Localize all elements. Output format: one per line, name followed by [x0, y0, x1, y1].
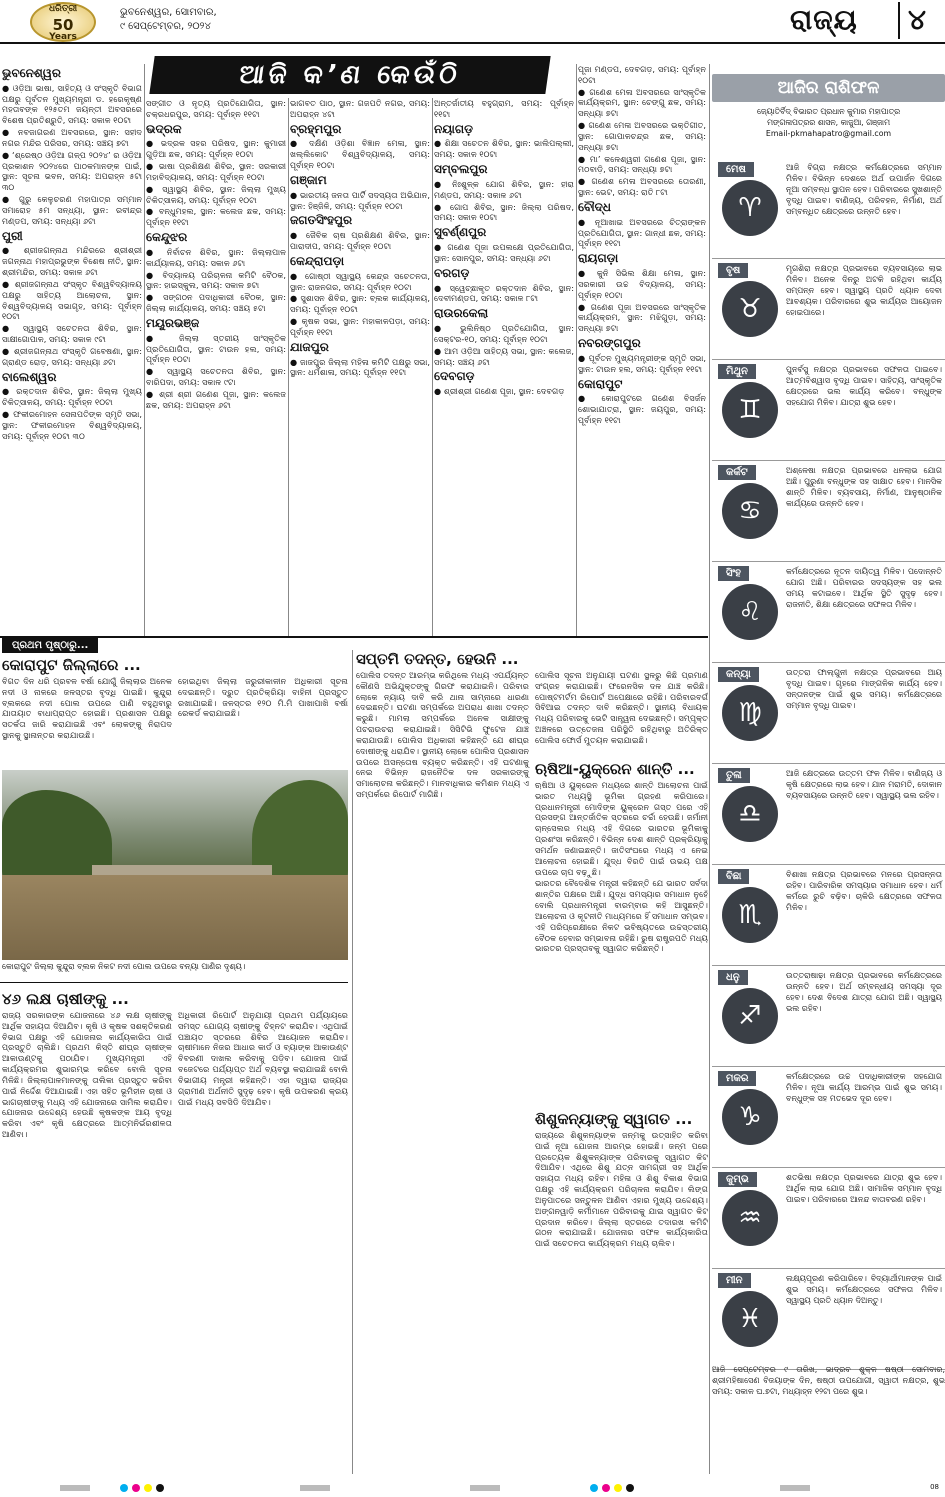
horoscope-sign: [712, 364, 945, 457]
event-item: ● ନବଜାଗରଣ ଅବସରରେ, ସ୍ଥାନ: ସହୀଦ ନଗର ମନ୍ଦିର ପରିସର, ସମୟ: ସଞ୍ଚୟ ୭ଟା: [2, 127, 142, 148]
horoscope-sign: [712, 1071, 945, 1164]
event-item: ● ଶ୍ରୀ ଶ୍ରୀ ଗଣେଶ ପୂଜା, ସ୍ଥାନ: କଲେଜ ଛକ, ସମୟ: ଅପରାହ୍ନ ୬ଟା: [146, 388, 286, 410]
registration-bar: [60, 1485, 90, 1491]
print-footer: [0, 1478, 945, 1497]
sign-divider: [712, 561, 945, 562]
horoscope-sign: [712, 869, 945, 962]
zodiac-icon: ♏: [722, 887, 778, 943]
registration-dot: [602, 1484, 610, 1492]
horoscope-sign: [712, 970, 945, 1063]
sign-name: କର୍କଟ: [718, 465, 756, 480]
sign-name: କନ୍ୟା: [718, 667, 759, 682]
district-heading: ଯାଜପୁର: [290, 339, 329, 354]
sign-prediction: ଶତଭିଷା ନକ୍ଷତ୍ର ପ୍ରଭାବରେ ଯାତ୍ରା ଶୁଭ ହେବ। ଆର୍ଥିକ ଲାଭ ଯୋଗ ଅଛି। ସାମାଜିକ ସମ୍ମାନ ବୃଦ୍ଧି ପାଇବ। ପରିବାରରେ ଆନନ୍ଦ ବାତାବରଣ ରହିବ।: [786, 1173, 942, 1204]
event-item: ● ଫକୀରମୋହନ ସେନାପତିଙ୍କ ସ୍ମୃତି ସଭା, ସ୍ଥାନ: ଫକୀରମୋହନ ବିଶ୍ୱବିଦ୍ୟାଳୟ, ସମୟ: ପୂର୍ବାହ୍ନ ୧୦ଟା ୩୦: [2, 409, 142, 441]
event-item: ● ଶିକ୍ଷା ସଚେତନ ଶିବିର, ସ୍ଥାନ: ଭାଲିପଲ୍ଲୀ, ସମୟ: ସକାଳ ୧୦ଟା: [434, 138, 574, 160]
event-item: ● ବନ୍ଧୁମହଲ, ସ୍ଥାନ: କଲେଜ ଛକ, ସମୟ: ପୂର୍ବାହ୍ନ ୧୧ଟା: [146, 206, 286, 228]
zodiac-icon: ♍: [722, 685, 778, 741]
events-column-4: [434, 98, 574, 636]
horoscope-sign: [712, 263, 945, 356]
sign-divider: [712, 662, 945, 663]
sign-prediction: ଲକ୍ଷ୍ୟପୂରଣ କରିପାରିବେ। ବିଦ୍ୟାର୍ଥୀମାନଙ୍କ ପାଇଁ ଶୁଭ ସମୟ। କର୍ମକ୍ଷେତ୍ରରେ ସଫଳତା ମିଳିବ। ସ୍ୱାସ୍ଥ୍ୟ ପ୍ରତି ଧ୍ୟାନ ଦିଅନ୍ତୁ।: [786, 1274, 942, 1305]
district-heading: ବୌଦ୍ଧ: [578, 199, 611, 214]
horoscope-sign: [712, 768, 945, 861]
district-heading: କେନ୍ଦୁଝର: [146, 230, 188, 245]
event-item: ● ସ୍ୱାସ୍ଥ୍ୟ ଶିବିର, ସ୍ଥାନ: ଜିଲ୍ଲା ମୁଖ୍ୟ ଚିକିତ୍ସାଳୟ, ସମୟ: ପୂର୍ବାହ୍ନ ୧୦ଟା: [146, 183, 286, 205]
story-headline: ଶିଶୁକନ୍ୟାଙ୍କୁ ସ୍ୱାଗତ ...: [535, 1110, 693, 1128]
registration-dot: [626, 1484, 634, 1492]
zodiac-icon: ♐: [722, 988, 778, 1044]
district-heading: ନୟାଗଡ଼: [434, 121, 474, 136]
sign-name: ମେଷ: [718, 162, 754, 177]
zodiac-icon: ♉: [722, 281, 778, 337]
events-column-3: [290, 98, 430, 636]
district-heading: ଭୁବନେଶ୍ୱର: [2, 66, 61, 80]
zodiac-icon: ♊: [722, 382, 778, 438]
event-item: ● ଶ୍ରୀଜଗନ୍ନାଥ ସଂସ୍କୃତ ବିଶ୍ୱବିଦ୍ୟାଳୟ ପକ୍ଷରୁ ସାହିତ୍ୟ ଆଲୋଚନା, ସ୍ଥାନ: ବିଶ୍ୱବିଦ୍ୟାଳୟ ସଭାଗୃହ, ସମୟ: ପୂର୍ବାହ୍ନ ୧୦ଟା: [2, 278, 142, 322]
column-divider: [144, 64, 145, 636]
page-number: ୪: [898, 2, 926, 39]
event-item: ● ଆମ ଓଡ଼ିଆ ସାହିତ୍ୟ ସଭା, ସ୍ଥାନ: କଲେଜ, ସମୟ: ସଞ୍ଚୟ ୬ଟା: [434, 345, 574, 367]
event-item: ● ନୂଆଖାଇ ଅବସରରେ ଚିତ୍ରାଙ୍କନ ପ୍ରତିଯୋଗିତା, ସ୍ଥାନ: ଗାନ୍ଧୀ ଛକ, ସମୟ: ପୂର୍ବାହ୍ନ ୧୧ଟା: [578, 216, 706, 249]
event-item: ● ନିର୍ବାଚନ ଶିବିର, ସ୍ଥାନ: ଜିଲ୍ଲାପାଳ କାର୍ଯ୍ୟାଳୟ, ସମୟ: ସକାଳ ୬ଟା: [146, 246, 286, 268]
sign-prediction: ମୃଗଶିରା ନକ୍ଷତ୍ର ପ୍ରଭାବରେ ବ୍ୟବସାୟରେ ଲାଭ ମିଳିବ। ଅନେକ ଦିନରୁ ଅଟକି ରହିଥିବା କାର୍ଯ୍ୟ ସମ୍ପନ୍ନ ହେବ। ସ୍ୱାସ୍ଥ୍ୟ ପ୍ରତି ଧ୍ୟାନ ଦେବା ଆବଶ୍ୟକ। ପରିବାରରେ ଶୁଭ କାର୍ଯ୍ୟର ଆୟୋଜନ ହୋଇପାରେ।: [786, 264, 942, 317]
photo-water: [2, 875, 348, 960]
events-banner: ଆଜି କ’ଣ କେଉଁଠି: [149, 56, 550, 94]
zodiac-icon: ♑: [722, 1089, 778, 1145]
event-item: ● ଭାରତୀୟ ଜନତା ପାର୍ଟି ସଦସ୍ୟତା ଅଭିଯାନ, ସ୍ଥାନ: ହିଞ୍ଜିଳି, ସମୟ: ପୂର୍ବାହ୍ନ ୧୦ଟା: [290, 189, 430, 211]
sign-name: ମକର: [718, 1071, 756, 1086]
district-heading: ରାୟଗଡ଼ା: [578, 251, 619, 266]
registration-bar: [780, 1485, 810, 1491]
column-divider: [576, 64, 577, 636]
event-item: ● କୁନି ସିଭିଲ ଶିକ୍ଷା ମେଳା, ସ୍ଥାନ: ସରକାରୀ ଉଚ୍ଚ ବିଦ୍ୟାଳୟ, ସମୟ: ପୂର୍ବାହ୍ନ ୧୦ଟା: [578, 268, 706, 300]
registration-dot: [614, 1484, 622, 1492]
event-item: ● ଗଣେଶ ପୂଜା ଉପଲକ୍ଷେ ପ୍ରତିଯୋଗିତା, ସ୍ଥାନ: ସୋନପୁର, ସମୟ: ସନ୍ଧ୍ୟା ୬ଟା: [434, 242, 574, 263]
story-body: ଋଷିଆ ଓ ୟୁକ୍ରେନ ମଧ୍ୟରେ ଶାନ୍ତି ଆଲୋଚନା ପାଇଁ ଭାରତ ମଧ୍ୟସ୍ଥି ଭୂମିକା ଗ୍ରହଣ କରିପାରେ। ପ୍ରଧାନମନ୍ତ୍ରୀ ମୋଦିଙ୍କ ୟୁକ୍ରେନ ଗସ୍ତ ପରେ ଏହି ପ୍ରସଙ୍ଗ ଆନ୍ତର୍ଜାତିକ ସ୍ତରରେ ଚର୍ଚ୍ଚା ହେଉଛି। ଜର୍ମାନୀ ଚାନ୍ସେଲର ମଧ୍ୟ ଏହି ଦିଗରେ ଭାରତର ଭୂମିକାକୁ ପ୍ରଶଂସା କରିଛନ୍ତି। ବିଭିନ୍ନ ଦେଶ ଶାନ୍ତି ପ୍ରକ୍ରିୟାକୁ ସମର୍ଥନ ଜଣାଇଛନ୍ତି। ଜାତିସଂଘରେ ମଧ୍ୟ ଏ ନେଇ ଆଲୋଚନା ହୋଇଛି। ଯୁଦ୍ଧ ବିରତି ପାଇଁ ଉଭୟ ପକ୍ଷ ଉପରେ ଚାପ ବଢ଼ୁଛି।: [535, 780, 708, 877]
horoscope-title: ଆଜିର ରାଶିଫଳ: [712, 74, 945, 102]
horoscope-address: ମଙ୍ଗଳାପତ୍ରର ଶାସନ, କାଜୁଆ, ଗଞ୍ଜାମ: [767, 118, 890, 127]
registration-dot: [132, 1484, 140, 1492]
event-item: ଅନ୍ତର୍ଜାତୀୟ ବହୁଗ୍ରାମ, ସମୟ: ପୂର୍ବାହ୍ନ ୧୧ଟା: [434, 98, 574, 119]
event-item: ● ଶ୍ରୀଜଗନ୍ନାଥ ସଂସ୍କୃତି ଗବେଷଣା, ସ୍ଥାନ: ଗ୍ରାଣ୍ଡ ରୋଡ଼, ସମୟ: ସନ୍ଧ୍ୟା ୬ଟା: [2, 345, 142, 367]
story-headline: ଋଷିଆ-ୟୁକ୍ରେନ ଶାନ୍ତି ...: [535, 760, 695, 778]
logo-sub: Years: [49, 31, 77, 42]
story-body: ଅଧିକାରୀ ରିପୋର୍ଟ ଅନୁଯାୟୀ ପ୍ରଥମ ପର୍ଯ୍ୟାୟରେ ସମସ୍ତ ଯୋଗ୍ୟ ଚାଷୀଙ୍କୁ ଚିହ୍ନଟ କରାଯିବ। ଏଥିପାଇଁ ପଞ୍ଚାୟତ ସ୍ତରରେ ଶିବିର ଆୟୋଜନ କରାଯିବ। ଚାଷୀମାନେ ନିଜର ଆଧାର କାର୍ଡ ଓ ବ୍ୟାଙ୍କ ଆକାଉଣ୍ଟ ବିବରଣୀ ଦାଖଲ କରିବାକୁ ପଡ଼ିବ। ଯୋଜନା ପାଇଁ ବଜେଟରେ ପର୍ଯ୍ୟାପ୍ତ ଅର୍ଥ ବ୍ୟବସ୍ଥା କରାଯାଇଛି ବୋଲି ବିଭାଗୀୟ ମନ୍ତ୍ରୀ କହିଛନ୍ତି। ଏହା ଦ୍ୱାରା ରାଜ୍ୟର ଗ୍ରାମୀଣ ଅର୍ଥନୀତି ସୁଦୃଢ଼ ହେବ। କୃଷି ଉପକରଣ କ୍ରୟ ପାଇଁ ମଧ୍ୟ ସବସିଡି ଦିଆଯିବ।: [178, 1010, 348, 1107]
event-item: ● ସ୍ୱେଚ୍ଛାକୃତ ରକ୍ତଦାନ ଶିବିର, ସ୍ଥାନ: ଦେବୀମଣ୍ଡପ, ସମୟ: ସକାଳ ୮ଟା: [434, 282, 574, 304]
district-heading: କେନ୍ଦ୍ରାପଡ଼ା: [290, 253, 345, 268]
district-heading: ବ୍ରହ୍ମପୁର: [290, 121, 342, 136]
event-item: ● ପୂର୍ବତନ ମୁଖ୍ୟମନ୍ତ୍ରୀଙ୍କ ସ୍ମୃତି ସଭା, ସ୍ଥାନ: ଟାଉନ ହଲ, ସମୟ: ପୂର୍ବାହ୍ନ ୧୧ଟା: [578, 352, 706, 374]
photo-caption: କୋରାପୁଟ ଜିଲ୍ଲା କୁନ୍ଦୁରା ବ୍ଲକ ନିକଟ ନଦୀ ପୋଲ ଉପରେ ବନ୍ୟା ପାଣିର ଦୃଶ୍ୟ।: [2, 962, 246, 971]
story-girls: [535, 1110, 708, 1474]
horoscope-sign: [712, 667, 945, 760]
sign-prediction: ପୁନର୍ବସୁ ନକ୍ଷତ୍ର ପ୍ରଭାବରେ ସଫଳତା ପାଇବେ। ଆତ୍ମବିଶ୍ୱାସ ବୃଦ୍ଧି ପାଇବ। ସାହିତ୍ୟ, ସାଂସ୍କୃତିକ କ୍ଷେତ୍ରରେ ଭଲ କାର୍ଯ୍ୟ କରିବେ। ବନ୍ଧୁଙ୍କ ସହଯୋଗ ମିଳିବ। ଯାତ୍ରା ଶୁଭ ହେବ।: [786, 365, 942, 407]
registration-bar: [470, 1485, 500, 1491]
horoscope-sign: [712, 566, 945, 659]
event-item: ● ରକ୍ତଦାନ ଶିବିର, ସ୍ଥାନ: ଜିଲ୍ଲା ମୁଖ୍ୟ ଚିକିତ୍ସାଳୟ, ସମୟ: ପୂର୍ବାହ୍ନ ୧୦ଟା: [2, 386, 142, 408]
section-title: ରାଜ୍ୟ: [790, 3, 858, 36]
story-body: ବିଗତ ଦିନ ଧରି ପ୍ରବଳ ବର୍ଷା ଯୋଗୁଁ ଜିଲ୍ଲାର ଅନେକ ନଦୀ ଓ ନାଳରେ ଜଳସ୍ତର ବୃଦ୍ଧି ପାଇଛି। କୁନ୍ଦୁରା ବ୍ଲକରେ ନଦୀ ପୋଲ ଉପରେ ପାଣି ବହୁଥିବାରୁ ଯାତାୟାତ ବାଧାପ୍ରାପ୍ତ ହୋଇଛି। ପ୍ରଶାସନ ପକ୍ଷରୁ ସତର୍କତା ଜାରି କରାଯାଇଛି ଏବଂ ଲୋକଙ୍କୁ ନିରାପଦ ସ୍ଥାନକୁ ସ୍ଥାନାନ୍ତର କରାଯାଉଛି।: [2, 676, 172, 741]
registration-dot: [144, 1484, 152, 1492]
story-headline: ସପ୍ତମି ତଦନ୍ତ, ହେଉନି ...: [356, 650, 519, 668]
sign-prediction: କର୍ମକ୍ଷେତ୍ରରେ ନୂତନ ଦାୟିତ୍ୱ ମିଳିବ। ପଦୋନ୍ନତି ଯୋଗ ଅଛି। ପରିବାରର ସଦସ୍ୟଙ୍କ ସହ ଭଲ ସମୟ କଟାଇବେ। ଆର୍ଥିକ ସ୍ଥିତି ସୁଦୃଢ଼ ହେବ। ରାଜନୀତି, ଶିକ୍ଷା କ୍ଷେତ୍ରରେ ସଫଳତା ମିଳିବ।: [786, 567, 942, 609]
zodiac-icon: ♓: [722, 1291, 778, 1347]
sign-prediction: ଉତ୍ତରା ଫାଲ୍ଗୁନୀ ନକ୍ଷତ୍ର ପ୍ରଭାବରେ ଆୟ ବୃଦ୍ଧି ପାଇବ। ଗୃହରେ ମାଙ୍ଗଳିକ କାର୍ଯ୍ୟ ହେବ। ସନ୍ତାନଙ୍କ ପାଇଁ ଶୁଭ ସମୟ। କର୍ମକ୍ଷେତ୍ରରେ ସମ୍ମାନ ବୃଦ୍ଧି ପାଇବ।: [786, 668, 942, 710]
story-body: ଭାରତର ବୈଦେଶିକ ମନ୍ତ୍ରୀ କହିଛନ୍ତି ଯେ ଭାରତ ସର୍ବଦା ଶାନ୍ତିର ପକ୍ଷରେ ଅଛି। ଯୁଦ୍ଧ ସମସ୍ୟାର ସମାଧାନ ନୁହେଁ ବୋଲି ପ୍ରଧାନମନ୍ତ୍ରୀ ବାରମ୍ବାର କହି ଆସୁଛନ୍ତି। ଆଲୋଚନା ଓ କୂଟନୀତି ମାଧ୍ୟମରେ ହିଁ ସମାଧାନ ସମ୍ଭବ। ଏହି ପରିପ୍ରେକ୍ଷୀରେ ନିକଟ ଭବିଷ୍ୟତରେ ଉଚ୍ଚସ୍ତରୀୟ ବୈଠକ ହେବାର ସମ୍ଭାବନା ରହିଛି। ରୁଷ ରାଷ୍ଟ୍ରପତି ମଧ୍ୟ ଭାରତର ପ୍ରସ୍ତାବକୁ ସ୍ୱାଗତ କରିଛନ୍ତି।: [535, 878, 708, 954]
story-koraput: [2, 656, 348, 768]
event-item: ● ସଙ୍ଗଠନ ପଦାଧିକାରୀ ବୈଠକ, ସ୍ଥାନ: ଜିଲ୍ଲା କାର୍ଯ୍ୟାଳୟ, ସମୟ: ସଞ୍ଚୟ ୫ଟା: [146, 292, 286, 314]
front-page-label: ପ୍ରଥମ ପୃଷ୍ଠାରୁ...: [2, 638, 98, 653]
sign-name: ତୁଳା: [718, 768, 750, 783]
zodiac-icon: ♋: [722, 483, 778, 539]
event-item: ● ସ୍ୱାସ୍ଥ୍ୟ ସଚେତନତା ଶିବିର, ସ୍ଥାନ: ସାକ୍ଷୀଗୋପାଳ, ସମୟ: ସକାଳ ୯ଟା: [2, 323, 142, 345]
event-item: ● ଜିଲ୍ଲା ସ୍ତରୀୟ ସାଂସ୍କୃତିକ ପ୍ରତିଯୋଗିତା, ସ୍ଥାନ: ଟାଉନ ହଲ, ସମୟ: ପୂର୍ବାହ୍ନ ୧୦ଟା: [146, 332, 286, 365]
event-item: ସଙ୍ଗୀତ ଓ ନୃତ୍ୟ ପ୍ରତିଯୋଗିତା, ସ୍ଥାନ: ଚକ୍ରଧରପୁର, ସମୟ: ପୂର୍ବାହ୍ନ ୧୧ଟା: [146, 98, 286, 119]
horoscope-email: Email-pkmahapatro@gmail.com: [765, 129, 892, 138]
event-item: ● ଭାଷା ପ୍ରଶିକ୍ଷଣ ଶିବିର, ସ୍ଥାନ: ସରକାରୀ ମହାବିଦ୍ୟାଳୟ, ସମୟ: ପୂର୍ବାହ୍ନ ୧୦ଟା: [146, 161, 286, 182]
newspaper-logo: [30, 2, 96, 42]
event-item: ● ସୁଶାସନ ଶିବିର, ସ୍ଥାନ: ବ୍ଲକ କାର୍ଯ୍ୟାଳୟ, ସମୟ: ପୂର୍ବାହ୍ନ ୧୦ଟା: [290, 293, 430, 315]
column-divider: [288, 98, 289, 636]
registration-dot: [590, 1484, 598, 1492]
zodiac-icon: ♎: [722, 786, 778, 842]
event-item: ● ଜାଜପୁର ଜିଲ୍ଲା ମହିଳା କମିଟି ପକ୍ଷରୁ ସଭା, ସ୍ଥାନ: ଧର୍ମଶାଳା, ସମୟ: ପୂର୍ବାହ୍ନ ୧୧ଟା: [290, 356, 430, 378]
district-heading: ରାଉରକେଲା: [434, 306, 489, 321]
story-ukraine: [535, 760, 708, 1100]
sign-name: ମୀନ: [718, 1273, 751, 1288]
district-heading: ସୁବର୍ଣ୍ଣପୁର: [434, 225, 487, 240]
sign-name: ମିଥୁନ: [718, 364, 756, 379]
event-item: ● ଗଣେଶ ମେଳା ଅବସରରେ ସାଂସ୍କୃତିକ କାର୍ଯ୍ୟକ୍ରମ, ସ୍ଥାନ: ଚେଙ୍ଗୁ ଛକ, ସମୟ: ସନ୍ଧ୍ୟା ୭ଟା: [578, 86, 706, 119]
panchang-text: ଆଜି ସେପ୍ଟେମ୍ବର ୯ ତାରିଖ, ଭାଦ୍ରବ ଶୁକ୍ଳ ଷଷ୍ଠୀ ସୋମବାର, ଶ୍ରୀମହିଷାସେଣ ବିଜୟାଙ୍କ ଦିନ, ଷଷ୍ଠୀ ଉପଯୋଗୀ, ସ୍ୱାତୀ ନକ୍ଷତ୍ର, ଶୁଭ ସମୟ: ସକାଳ ଘ.୭ଟା, ମଧ୍ୟାହ୍ନ ୧୨ଟା ପରେ ଶୁଭ।: [712, 1365, 945, 1396]
event-item: ପୂଜା ମଣ୍ଡପ, ଦେବଗଡ଼, ସମୟ: ପୂର୍ବାହ୍ନ ୧୦ଟା: [578, 64, 706, 85]
story-rule: [0, 982, 348, 983]
dateline-date: ୯ ସେପ୍ଟେମ୍ବର, ୨୦୨୪: [120, 21, 211, 32]
district-heading: କୋରାପୁଟ: [578, 376, 623, 391]
events-column-2: [146, 98, 286, 636]
logo-years: 50: [52, 15, 74, 34]
events-column-5: [578, 64, 706, 636]
story-farmers: [2, 990, 348, 1474]
sign-prediction: ଆଜି ବିଗ୍ରା ନକ୍ଷତ୍ର କର୍ମକ୍ଷେତ୍ରରେ ସମ୍ମାନ ମିଳିବ। ବିଭିନ୍ନ ଦେଶରେ ଅର୍ଥ ଉପାର୍ଜନ ଦିଗରେ ନୂଆ ସମ୍ବନ୍ଧ ସ୍ଥାପନ ହେବ। ପରିବାରରେ ସୁଖଶାନ୍ତି ବୃଦ୍ଧି ପାଇବ। ବାଣିଜ୍ୟ, ପରିବହନ, ନିର୍ମାଣ, ଅର୍ଥ ସମ୍ବନ୍ଧିତ କ୍ଷେତ୍ରରେ ଉନ୍ନତି ହେବ।: [786, 163, 942, 216]
event-item: ● ଗୋପ ଶିବିର, ସ୍ଥାନ: ଜିଲ୍ଲା ପରିଷଦ, ସମୟ: ସକାଳ ୧୦ଟା: [434, 201, 574, 223]
district-heading: ମୟୂରଭଞ୍ଜ: [146, 315, 200, 330]
folio: 08: [930, 1483, 939, 1491]
logo-text: ଧରିତ୍ରୀ: [48, 4, 78, 14]
horoscope-sign: [712, 162, 945, 255]
dateline-place: ଭୁବନେଶ୍ୱର, ସୋମବାର,: [120, 7, 217, 18]
events-column-1: [2, 64, 142, 636]
registration-dot: [156, 1484, 164, 1492]
sign-prediction: ବିଶାଖା ନକ୍ଷତ୍ର ପ୍ରଭାବରେ ମନରେ ପ୍ରସନ୍ନତା ରହିବ। ପାରିବାରିକ ସମସ୍ୟାର ସମାଧାନ ହେବ। ଧର୍ମ କର୍ମରେ ରୁଚି ବଢ଼ିବ। ଚାକିରି କ୍ଷେତ୍ରରେ ସଫଳତା ମିଳିବ।: [786, 870, 942, 912]
sign-name: ଧନୁ: [718, 970, 748, 985]
event-item: ● ଶ୍ରୀଜଗନ୍ନାଥ ମନ୍ଦିରରେ ଶ୍ରୀଶ୍ରୀ ଜଗନ୍ନାଥ ମହାପ୍ରଭୁଙ୍କ ବିଶେଷ ନୀତି, ସ୍ଥାନ: ଶ୍ରୀମନ୍ଦିର, ସମୟ: ସକାଳ ୬ଟା: [2, 245, 142, 278]
district-heading: ପୁରୀ: [2, 228, 23, 243]
event-item: ● ଗଣେଶ ମେଳା ଅବସରରେ ତୋରଣୀ, ସ୍ଥାନ: ଭେଟ, ସମୟ: ରାତି ୮ଟା: [578, 176, 706, 198]
horoscope-section: [712, 74, 945, 1364]
district-heading: ଭଦ୍ରକ: [146, 121, 182, 136]
photo-bridge: [92, 865, 272, 875]
event-item: ● ଗଣେଶ ପୂଜା ଅବସରରେ ସାଂସ୍କୃତିକ କାର୍ଯ୍ୟକ୍ରମ, ସ୍ଥାନ: ମଝିଗୁଡ଼ା, ସମୟ: ସନ୍ଧ୍ୟା ୭ଟା: [578, 301, 706, 334]
event-item: ● ବିଦ୍ୟାଳୟ ପରିଚାଳନା କମିଟି ବୈଠକ, ସ୍ଥାନ: ହାଇସ୍କୁଲ, ସମୟ: ସକାଳ ୭ଟା: [146, 269, 286, 291]
sign-divider: [712, 864, 945, 865]
district-heading: ସମ୍ବଲପୁର: [434, 162, 488, 177]
district-heading: ବାଲେଶ୍ୱର: [2, 369, 57, 384]
horoscope-author: ଜ୍ୟୋତିର୍ବିଦ୍ ବିଭାରତ ପ୍ରଧାନ କୁମାର ମହାପାତ୍ର: [756, 107, 901, 116]
column-divider: [432, 98, 433, 636]
horoscope-sign: [712, 1172, 945, 1265]
zodiac-icon: ♈: [722, 180, 778, 236]
sign-name: ବୃଷ: [718, 263, 748, 278]
event-item: ● ଗୋଷ୍ଠୀ ସ୍ୱାସ୍ଥ୍ୟ କେନ୍ଦ୍ର ସଚେତନତା, ସ୍ଥାନ: ରାଜନଗର, ସମୟ: ପୂର୍ବାହ୍ନ ୧୦ଟା: [290, 270, 430, 292]
event-item: ● ‘ଶ୍ରେଷ୍ଠ ଓଡ଼ିଆ ଗଳ୍ପ ୨୦୨୪’ ର ଓଡ଼ିଆ ପ୍ରକାଶନ ୨୦୨୪ରେ ପାଠକମାନଙ୍କ ପାଇଁ, ସ୍ଥାନ: ସୂଚନା ଭବନ, ସମୟ: ଅପରାହ୍ନ ୫ଟା ୩୦: [2, 149, 142, 193]
event-item: ● ନିଃଶୁଳ୍କ ଯୋଗ ଶିବିର, ସ୍ଥାନ: ହୀରା ମଣ୍ଡପ, ସମୟ: ସକାଳ ୬ଟା: [434, 178, 574, 200]
zodiac-icon: ♒: [722, 1190, 778, 1246]
story-headline: କୋରାପୁଟ ଜିଲ୍ଲାରେ ...: [2, 656, 141, 674]
sign-name: ସିଂହ: [718, 566, 749, 581]
sign-name: କୁମ୍ଭ: [718, 1172, 757, 1187]
district-heading: ବରଗଡ଼: [434, 265, 470, 280]
district-heading: ଦେବଗଡ଼: [434, 369, 475, 384]
sign-prediction: କର୍ମକ୍ଷେତ୍ରରେ ଉଚ୍ଚ ପଦାଧିକାରୀଙ୍କ ସହଯୋଗ ମିଳିବ। ନୂଆ କାର୍ଯ୍ୟ ଆରମ୍ଭ ପାଇଁ ଶୁଭ ସମୟ। ବନ୍ଧୁଙ୍କ ସହ ମତଭେଦ ଦୂର ହେବ।: [786, 1072, 942, 1103]
event-item: ଭାଗବତ ପାଠ, ସ୍ଥାନ: ଗଜପତି ନଗର, ସମୟ: ଅପରାହ୍ନ ୪ଟା: [290, 98, 430, 119]
event-item: ● କୋରାପୁଟରେ ଗଣେଶ ବିସର୍ଜନ ଶୋଭାଯାତ୍ରା, ସ୍ଥାନ: ଜୟପୁର, ସମୟ: ପୂର୍ବାହ୍ନ ୧୧ଟା: [578, 393, 706, 426]
flood-photo: [2, 770, 348, 960]
dateline: [120, 6, 217, 34]
story-body: ପୋଲିସ ସୂଚନା ଅନୁଯାୟୀ ଘଟଣା ସ୍ଥଳରୁ କିଛି ପ୍ରମାଣ ସଂଗ୍ରହ କରାଯାଇଛି। ଫରେନସିକ ଦଳ ଯାଞ୍ଚ କରିଛି। ପୋଷ୍ଟମର୍ଟମ ରିପୋର୍ଟ ଅପେକ୍ଷାରେ ରହିଛି। ପରିବାରବର୍ଗ ସିବିଆଇ ତଦନ୍ତ ଦାବି କରିଛନ୍ତି। ସ୍ଥାନୀୟ ବିଧାୟକ ମଧ୍ୟ ପରିବାରକୁ ଭେଟି ସାନ୍ତ୍ୱନା ଦେଇଛନ୍ତି। ସମ୍ପୃକ୍ତ ଅଞ୍ଚଳରେ ଉତ୍ତେଜନା ପରିସ୍ଥିତି ରହିଥିବାରୁ ଅତିରିକ୍ତ ପୋଲିସ ଫୋର୍ସ ମୁତୟନ କରାଯାଇଛି।: [535, 670, 708, 745]
event-item: ● ଗୁରୁ କେଳୁଚରଣ ମହାପାତ୍ର ସମ୍ମାନ ସମାରୋହ ୫ମ ସନ୍ଧ୍ୟା, ସ୍ଥାନ: ରବୀନ୍ଦ୍ର ମଣ୍ଡପ, ସମୟ: ସନ୍ଧ୍ୟା ୬ଟା: [2, 194, 142, 226]
sign-prediction: ଆଜି କ୍ଷେତ୍ରରେ ଉତ୍ତମ ଫଳ ମିଳିବ। ବାଣିଜ୍ୟ ଓ କୃଷି କ୍ଷେତ୍ରରେ ଲାଭ ହେବ। ଯାନ ମରାମତି, ଦୋକାନ ବ୍ୟବସାୟରେ ଉନ୍ନତି ହେବ। ସ୍ୱାସ୍ଥ୍ୟ ଭଲ ରହିବ।: [786, 769, 942, 800]
sign-divider: [712, 460, 945, 461]
sign-divider: [712, 258, 945, 259]
column-divider: [352, 650, 353, 1474]
event-item: ● ଜୈବିକ ଚାଷ ପ୍ରଶିକ୍ଷଣ ଶିବିର, ସ୍ଥାନ: ପାରାଦୀପ, ସମୟ: ପୂର୍ବାହ୍ନ ୧୦ଟା: [290, 230, 430, 252]
event-item: ● ଗଣେଶ ମେଳା ଅବସରରେ ଭକ୍ତିଗୀତ, ସ୍ଥାନ: ଗୋପାଳଚନ୍ଦ୍ର ଛକ, ସମୟ: ସନ୍ଧ୍ୟା ୭ଟା: [578, 120, 706, 152]
zodiac-icon: ♌: [722, 584, 778, 640]
event-item: ● ଶ୍ରୀଶ୍ରୀ ଗଣେଶ ପୂଜା, ସ୍ଥାନ: ଦେବଗଡ଼: [434, 386, 565, 397]
sign-prediction: ଉତ୍ତରାଷାଢ଼ା ନକ୍ଷତ୍ର ପ୍ରଭାବରେ କର୍ମକ୍ଷେତ୍ରରେ ଉନ୍ନତି ହେବ। ଅର୍ଥ ସମ୍ବନ୍ଧୀୟ ସମସ୍ୟା ଦୂର ହେବ। ଦେଶ ବିଦେଶ ଯାତ୍ରା ଯୋଗ ଅଛି। ସ୍ୱାସ୍ଥ୍ୟ ଭଲ ରହିବ।: [786, 971, 942, 1013]
story-headline: ୪୬ ଲକ୍ଷ ଚାଷୀଙ୍କୁ ...: [2, 990, 129, 1008]
horoscope-byline: [712, 106, 945, 139]
horoscope-sign: [712, 1273, 945, 1366]
sign-divider: [712, 1066, 945, 1067]
district-heading: ଗଞ୍ଜାମ: [290, 172, 327, 187]
story-body: ରାଜ୍ୟରେ ଶିଶୁକନ୍ୟାଙ୍କ ଜନ୍ମକୁ ଉତ୍ସାହିତ କରିବା ପାଇଁ ନୂଆ ଯୋଜନା ଆରମ୍ଭ ହୋଇଛି। ଜନ୍ମ ପରେ ପ୍ରତ୍ୟେକ ଶିଶୁକନ୍ୟାଙ୍କ ପରିବାରକୁ ସ୍ୱାଗତ କିଟ ଦିଆଯିବ। ଏଥିରେ ଶିଶୁ ଯତ୍ନ ସାମଗ୍ରୀ ସହ ଆର୍ଥିକ ସହାୟତା ମଧ୍ୟ ରହିବ। ମହିଳା ଓ ଶିଶୁ ବିକାଶ ବିଭାଗ ପକ୍ଷରୁ ଏହି କାର୍ଯ୍ୟକ୍ରମ ପରିଚାଳନା କରାଯିବ। ଲିଙ୍ଗ ଅନୁପାତରେ ସନ୍ତୁଳନ ଆଣିବା ଏହାର ମୁଖ୍ୟ ଉଦ୍ଦେଶ୍ୟ। ଅଙ୍ଗନୱାଡ଼ି କର୍ମୀମାନେ ପରିବାରକୁ ଯାଇ ସ୍ୱାଗତ କିଟ ପ୍ରଦାନ କରିବେ। ଜିଲ୍ଲା ସ୍ତରରେ ତଦାରଖ କମିଟି ଗଠନ କରାଯାଇଛି। ଯୋଜନାର ସଫଳ କାର୍ଯ୍ୟକାରିତା ପାଇଁ ସଚେତନତା କାର୍ଯ୍ୟକ୍ରମ ମଧ୍ୟ ଚାଲିବ।: [535, 1130, 708, 1249]
horoscope-sign: [712, 465, 945, 558]
district-heading: ନବରଙ୍ଗପୁର: [578, 336, 641, 351]
sign-divider: [712, 1268, 945, 1269]
event-item: ● ଭଦ୍ରକ ସହର ପରିଷଦ, ସ୍ଥାନ: କୁମାରୀ ଗୁଡ଼ିଆ ଛକ, ସମୟ: ପୂର୍ବାହ୍ନ ୧୦ଟା: [146, 138, 286, 160]
story-body: ହୋଇଥିବା ଜିଲ୍ଲା ଜରୁରୀକାଳୀନ ଅଧିକାରୀ ସୂଚନା ଦେଇଛନ୍ତି। ଦ୍ରୁତ ପ୍ରତିକ୍ରିୟା ବାହିନୀ ପ୍ରସ୍ତୁତ ରଖାଯାଇଛି। ଜଳସ୍ତର ୧୨୦ ମି.ମି ପାଖାପାଖି ବର୍ଷା ରେକର୍ଡ କରାଯାଇଛି।: [178, 676, 348, 719]
registration-bar: [300, 1485, 330, 1491]
event-item: ● ଓଡ଼ିଆ ଭାଷା, ସାହିତ୍ୟ ଓ ସଂସ୍କୃତି ବିଭାଗ ପକ୍ଷରୁ ପୂର୍ବତନ ମୁଖ୍ୟମନ୍ତ୍ରୀ ଡ. ହରେକୃଷ୍ଣ ମହତାବଙ୍କ ୧୨୫ତମ ଜୟନ୍ତୀ ଅବସରରେ ବିଶେଷ ପ୍ରତିଶ୍ରୁତି, ସମୟ: ସକାଳ ୧୦ଟା: [2, 82, 142, 126]
masthead: [0, 0, 945, 44]
event-item: ● କୃଷକ ସଭା, ସ୍ଥାନ: ମହାକାଳପଡ଼ା, ସମୟ: ପୂର୍ବାହ୍ନ ୧୧ଟା: [290, 316, 430, 337]
section-rule: [0, 636, 708, 638]
sign-divider: [712, 359, 945, 360]
district-heading: ଜଗତସିଂହପୁର: [290, 213, 353, 228]
event-item: ● ଦକ୍ଷିଣ ଓଡ଼ିଶା ବିଜ୍ଞାନ ମେଳା, ସ୍ଥାନ: ଖଲ୍ଲିକୋଟ ବିଶ୍ୱବିଦ୍ୟାଳୟ, ସମୟ: ପୂର୍ବାହ୍ନ ୧୦ଟା: [290, 138, 430, 171]
sign-prediction: ଅଶ୍ଳେଷା ନକ୍ଷତ୍ର ପ୍ରଭାବରେ ଧନଲାଭ ଯୋଗ ଅଛି। ପୁରୁଣା ବନ୍ଧୁଙ୍କ ସହ ସାକ୍ଷାତ ହେବ। ମାନସିକ ଶାନ୍ତି ମିଳିବ। ବ୍ୟବସାୟ, ନିର୍ମାଣ, ଆନୁଷ୍ଠାନିକ କାର୍ଯ୍ୟରେ ଉନ୍ନତି ହେବ।: [786, 466, 942, 508]
column-divider: [709, 64, 710, 1474]
story-body: ରାଜ୍ୟ ସରକାରଙ୍କ ଯୋଜନାରେ ୪୬ ଲକ୍ଷ ଚାଷୀଙ୍କୁ ଆର୍ଥିକ ସହାୟତା ଦିଆଯିବ। କୃଷି ଓ କୃଷକ ସଶକ୍ତିକରଣ ବିଭାଗ ପକ୍ଷରୁ ଏହି ଯୋଜନାର କାର୍ଯ୍ୟକାରିତା ପାଇଁ ପ୍ରସ୍ତୁତି ଚାଲିଛି। ପ୍ରଥମ କିସ୍ତି ଶୀଘ୍ର ଚାଷୀଙ୍କ ଆକାଉଣ୍ଟକୁ ପଠାଯିବ। ମୁଖ୍ୟମନ୍ତ୍ରୀ ଏହି କାର୍ଯ୍ୟକ୍ରମର ଶୁଭାରମ୍ଭ କରିବେ ବୋଲି ସୂଚନା ମିଳିଛି। ଜିଲ୍ଲାପାଳମାନଙ୍କୁ ତାଲିକା ପ୍ରସ୍ତୁତ କରିବା ପାଇଁ ନିର୍ଦ୍ଦେଶ ଦିଆଯାଇଛି। ଏହା ସହିତ ଭୂମିହୀନ ଚାଷୀ ଓ ଭାଗଚାଷୀଙ୍କୁ ମଧ୍ୟ ଏହି ଯୋଜନାରେ ସାମିଲ କରାଯିବ। ଯୋଜନାର ଉଦ୍ଦେଶ୍ୟ ହେଉଛି କୃଷକଙ୍କ ଆୟ ବୃଦ୍ଧି କରିବା ଏବଂ କୃଷି କ୍ଷେତ୍ରରେ ଆତ୍ମନିର୍ଭରଶୀଳତା ଆଣିବା।: [2, 1010, 172, 1140]
sign-divider: [712, 1167, 945, 1168]
sign-divider: [712, 965, 945, 966]
sign-name: ବିଛା: [718, 869, 749, 884]
event-item: ● ମା’ କଳେଶ୍ୱରୀ ଗଣେଶ ପୂଜା, ସ୍ଥାନ: ମଠବାଡ଼ି, ସମୟ: ସନ୍ଧ୍ୟା ୭ଟା: [578, 153, 706, 175]
event-item: ● ସ୍ୱାସ୍ଥ୍ୟ ସଚେତନତା ଶିବିର, ସ୍ଥାନ: ବାରିପଦା, ସମୟ: ସକାଳ ୯ଟା: [146, 366, 286, 388]
registration-dot: [120, 1484, 128, 1492]
sign-divider: [712, 763, 945, 764]
event-item: ● ଭୁଲିନିଷ୍ଠ ପ୍ରତିଯୋଗିତା, ସ୍ଥାନ: ସେକ୍ଟର-୧୦, ସମୟ: ପୂର୍ବାହ୍ନ ୧୦ଟା: [434, 323, 574, 344]
story-body: ପୋଲିସ ତଦନ୍ତ ଆରମ୍ଭ କରିଥିଲେ ମଧ୍ୟ ଏପର୍ଯ୍ୟନ୍ତ କୌଣସି ଅଭିଯୁକ୍ତଙ୍କୁ ଗିରଫ କରାଯାଇନି। ପରିବାର ଲୋକେ ନ୍ୟାୟ ଦାବି କରି ଥାନା ସାମ୍ନାରେ ଧାରଣା ଦେଇଛନ୍ତି। ଘଟଣା ସମ୍ପର୍କରେ ଅପରାଧ ଶାଖା ତଦନ୍ତ କରୁଛି। ମାମଲା ସମ୍ପର୍କରେ ଅନେକ ସାକ୍ଷୀଙ୍କୁ ପଚରାଉଚରା କରାଯାଇଛି। ସିସିଟିଭି ଫୁଟେଜ ଯାଞ୍ଚ କରାଯାଉଛି। ପୋଲିସ ଅଧିକାରୀ କହିଛନ୍ତି ଯେ ଶୀଘ୍ର ଦୋଷୀଙ୍କୁ ଧରାଯିବ। ସ୍ଥାନୀୟ ଲୋକେ ପୋଲିସ ପ୍ରଶାସନ ଉପରେ ଅସନ୍ତୋଷ ବ୍ୟକ୍ତ କରିଛନ୍ତି। ଏହି ଘଟଣାକୁ ନେଇ ବିଭିନ୍ନ ରାଜନୈତିକ ଦଳ ସରକାରଙ୍କୁ ସମାଲୋଚନା କରିଛନ୍ତି। ମାନବାଧିକାର କମିଶନ ମଧ୍ୟ ଏ ସମ୍ପର୍କରେ ରିପୋର୍ଟ ମାଗିଛି।: [356, 670, 529, 800]
